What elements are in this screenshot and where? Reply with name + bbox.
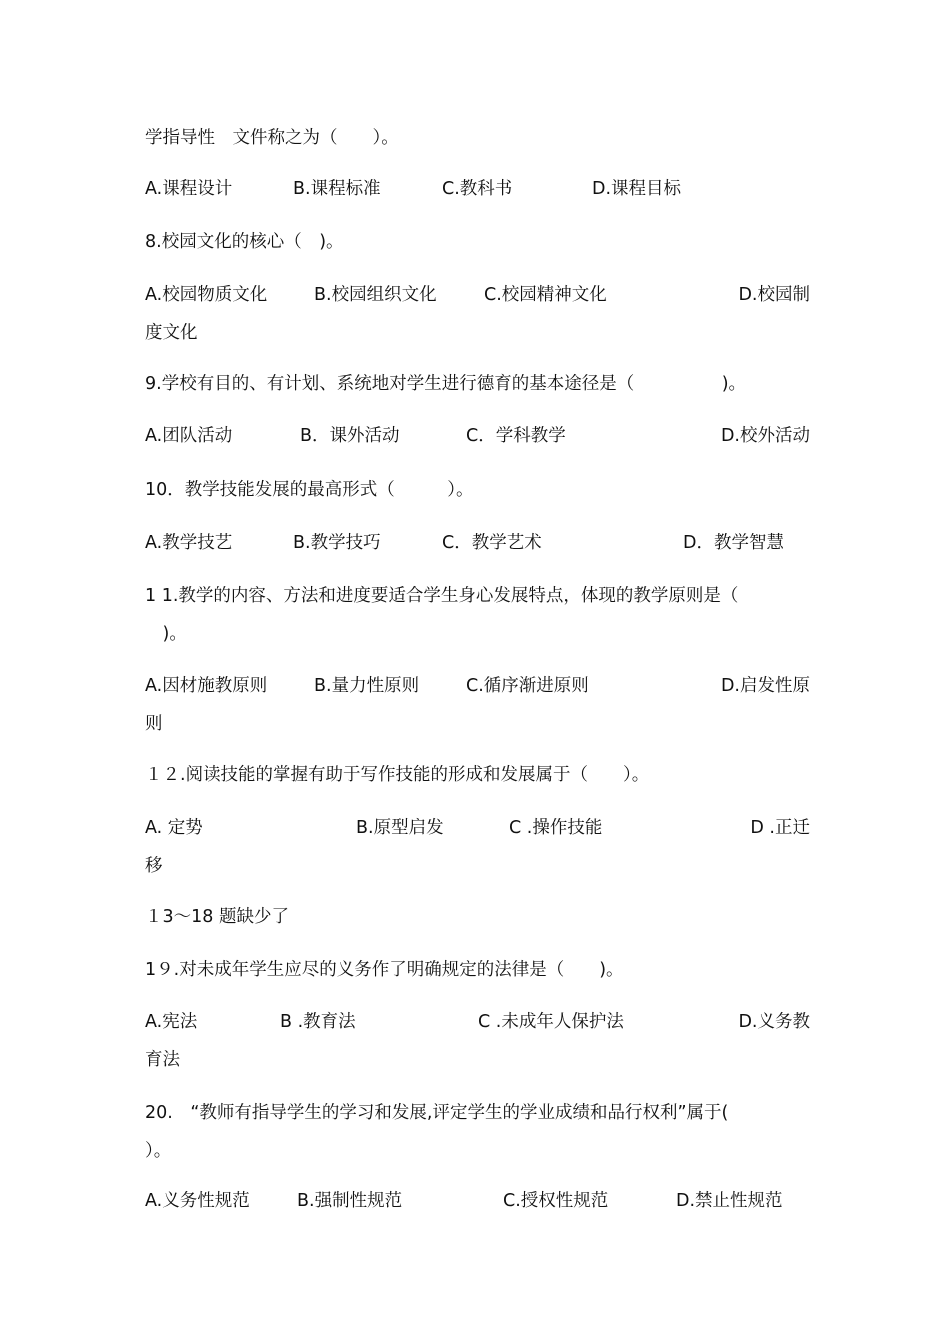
question-20-options: [145, 1186, 810, 1216]
question-20: 20. “教师有指导学生的学习和发展,评定学生的学业成绩和品行权利”属于(: [145, 1103, 729, 1123]
question-11: 1 1.教学的内容、方法和进度要适合学生身心发展特点，体现的教学原则是（: [145, 586, 739, 606]
option-c: C.循序渐进原则: [466, 676, 589, 696]
option-b: B.量力性原则: [314, 676, 420, 696]
question-8-options-wrap: 度文化: [145, 323, 198, 343]
option-d: D.校外活动: [720, 426, 810, 446]
option-d: D.启发性原: [720, 676, 810, 696]
option-c: C.授权性规范: [503, 1191, 609, 1211]
question-20-wrap: ）。: [145, 1141, 172, 1161]
question-19-options: [145, 1007, 810, 1037]
option-a: A. 定势: [145, 818, 203, 838]
option-b: B.教学技巧: [293, 533, 381, 553]
option-d: D .正迁: [750, 818, 810, 838]
option-b: B．课外活动: [300, 426, 400, 446]
option-b: B.校园组织文化: [314, 285, 437, 305]
option-c: C.校园精神文化: [484, 285, 607, 305]
question-11-options-wrap: 则: [145, 714, 163, 734]
question-8-options: [145, 280, 810, 310]
option-d: D.义务教: [738, 1012, 810, 1032]
question-11-wrap: )。: [145, 624, 187, 644]
option-d: D．教学智慧: [683, 533, 784, 553]
option-d: D.禁止性规范: [676, 1191, 783, 1211]
option-c: C .未成年人保护法: [478, 1012, 624, 1032]
question-12: １２.阅读技能的掌握有助于写作技能的形成和发展属于（ ）。: [145, 765, 650, 785]
option-c: C.教科书: [442, 179, 513, 199]
question-12-options: [145, 813, 810, 843]
option-b: B .教育法: [280, 1012, 356, 1032]
question-10-options: [145, 528, 810, 558]
question-11-options: [145, 671, 810, 701]
option-d: D.校园制: [738, 285, 810, 305]
question-9-options: [145, 421, 810, 451]
option-b: B.原型启发: [356, 818, 444, 838]
missing-questions-note: １3～18 题缺少了: [145, 907, 289, 927]
option-b: B.课程标准: [293, 179, 381, 199]
question-19-options-wrap: 育法: [145, 1050, 180, 1070]
option-a: A.宪法: [145, 1012, 198, 1032]
option-a: A.课程设计: [145, 179, 233, 199]
option-a: A.团队活动: [145, 426, 233, 446]
option-a: A.因材施教原则: [145, 676, 268, 696]
question-9: 9.学校有目的、有计划、系统地对学生进行德育的基本途径是（ )。: [145, 374, 747, 394]
question-12-options-wrap: 移: [145, 856, 163, 876]
option-c: C .操作技能: [509, 818, 603, 838]
question-7-tail: 学指导性 文件称之为（ ）。: [145, 128, 399, 148]
option-a: A.校园物质文化: [145, 285, 268, 305]
question-7-options: [145, 174, 810, 204]
option-c: C．学科教学: [466, 426, 566, 446]
question-8: 8.校园文化的核心（ )。: [145, 232, 344, 252]
option-a: A.教学技艺: [145, 533, 233, 553]
question-19: 1９.对未成年学生应尽的义务作了明确规定的法律是（ )。: [145, 960, 624, 980]
question-10: 10．教学技能发展的最高形式（ ）。: [145, 480, 474, 500]
option-b: B.强制性规范: [297, 1191, 403, 1211]
option-d: D.课程目标: [592, 179, 682, 199]
option-c: C．教学艺术: [442, 533, 542, 553]
option-a: A.义务性规范: [145, 1191, 250, 1211]
